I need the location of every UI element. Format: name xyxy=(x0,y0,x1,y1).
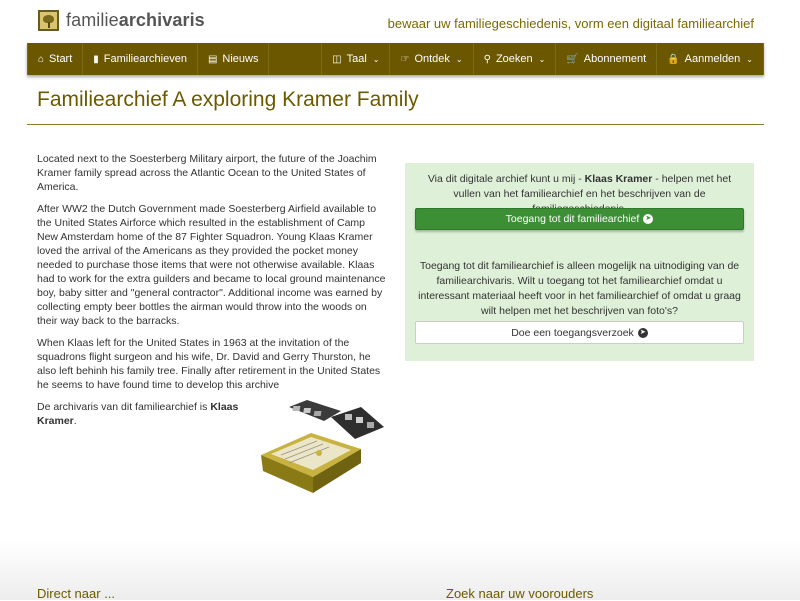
nav-start[interactable] xyxy=(27,43,83,75)
nav-language-label: Taal xyxy=(346,53,367,65)
nav-subscription-label: Abonnement xyxy=(583,53,647,65)
archivist-name: Klaas Kramer xyxy=(37,401,239,427)
arrow-circle-right-icon: ➤ xyxy=(638,328,648,338)
nav-spacer xyxy=(269,43,321,75)
newspaper-icon: ▤ xyxy=(207,53,218,65)
logo-icon xyxy=(38,10,59,31)
description-paragraph: Located next to the Soesterberg Military airport, the future of the Joachim Kramer family spread across the Atlantic Ocean to the United States of America. xyxy=(37,153,377,193)
access-info: Toegang tot dit familiearchief is alleen mogelijk na uitnodiging van de familiearchivaris. Wilt u toegang tot het familiearchief omdat u interessant materiaal heeft voor in het familiearchief of omdat u graag wilt helpen met het beschrijven van foto's? xyxy=(418,260,741,317)
access-panel xyxy=(405,163,754,361)
access-button-label: Toegang tot dit familiearchief xyxy=(505,213,640,225)
logo-prefix: familie xyxy=(66,10,119,30)
request-access-button[interactable] xyxy=(415,321,744,344)
nav-login-dropdown[interactable] xyxy=(657,43,764,75)
main-navbar xyxy=(27,43,764,75)
chevron-down-icon: ⌄ xyxy=(746,54,753,64)
footer-direct-heading: Direct naar ... xyxy=(37,586,116,601)
site-header xyxy=(0,0,800,44)
nav-archives-label: Familiearchieven xyxy=(103,53,187,65)
description-paragraph: After WW2 the Dutch Government made Soesterberg Airfield available to the United States Airforce which resulted in the establishment of Camp New Amsterdam home of the 87 Fighter Squadron. Young Klaas Kramer loved the arrival of the Americans as they provided the pocket money needed to purchase those items that were not otherwise available. Klaas had to work for the extra guilders and became to local ground maintenance boy, baby sitter and "general contractor". Additional income was earned by collecting empty beer bottles the airman would throw into the woods on their way back to the barracks. xyxy=(37,203,386,327)
archivist-suffix: . xyxy=(73,415,77,427)
title-divider xyxy=(27,124,764,125)
description-paragraph: When Klaas left for the United States in 1963 at the invitation of the squadrons flight surgeon and his wife, Dr. David and Gerry Thurston, he also left behinh his family tree. Finally after retirement in the United States he seems to have found time to develop this archive xyxy=(37,337,381,391)
nav-search-dropdown[interactable] xyxy=(474,43,557,75)
nav-news-label: Nieuws xyxy=(222,53,259,65)
lock-icon: 🔒 xyxy=(667,53,680,65)
site-logo[interactable] xyxy=(38,10,205,31)
book-icon: ▮ xyxy=(93,53,99,65)
logo-bold: archivaris xyxy=(118,10,205,30)
intro-suffix: - helpen met het vullen van het familiearchief en het beschrijven van de xyxy=(453,173,732,200)
nav-discover-dropdown[interactable] xyxy=(390,43,473,75)
nav-family-archives[interactable] xyxy=(83,43,198,75)
arrow-circle-right-icon: ➤ xyxy=(643,214,653,224)
logo-text xyxy=(66,10,205,31)
request-button-label: Doe een toegangsverzoek xyxy=(511,326,634,339)
archivist-prefix: De archivaris van dit familiearchief is xyxy=(37,401,211,413)
site-tagline: bewaar uw familiegeschiedenis, vorm een digitaal familiearchief xyxy=(387,16,754,31)
footer-search-heading: Zoek naar uw voorouders xyxy=(446,586,594,601)
language-icon: ◫ xyxy=(332,53,342,65)
nav-subscription[interactable] xyxy=(556,43,657,75)
chevron-down-icon: ⌄ xyxy=(538,54,546,64)
archive-description xyxy=(37,152,387,436)
intro-name: Klaas Kramer xyxy=(584,173,653,185)
home-icon: ⌂ xyxy=(38,53,45,65)
nav-discover-label: Ontdek xyxy=(414,53,450,65)
nav-search-label: Zoeken xyxy=(495,53,533,65)
nav-news[interactable] xyxy=(198,43,270,75)
intro-prefix: Via dit digitale archief kunt u mij - xyxy=(427,173,585,185)
chevron-down-icon: ⌄ xyxy=(372,54,380,64)
access-archive-button[interactable] xyxy=(415,208,744,230)
search-icon: ⚲ xyxy=(483,53,491,65)
thumbs-up-icon: ☞ xyxy=(400,53,410,65)
nav-start-label: Start xyxy=(49,53,73,65)
archivist-line xyxy=(37,400,247,428)
nav-language-dropdown[interactable] xyxy=(321,43,390,75)
archive-box-image xyxy=(259,397,389,493)
page-title: Familiearchief A exploring Kramer Family xyxy=(37,88,419,111)
nav-login-label: Aanmelden xyxy=(684,53,741,65)
cart-icon: 🛒 xyxy=(566,53,579,65)
footer-background xyxy=(0,540,800,600)
chevron-down-icon: ⌄ xyxy=(455,54,463,64)
